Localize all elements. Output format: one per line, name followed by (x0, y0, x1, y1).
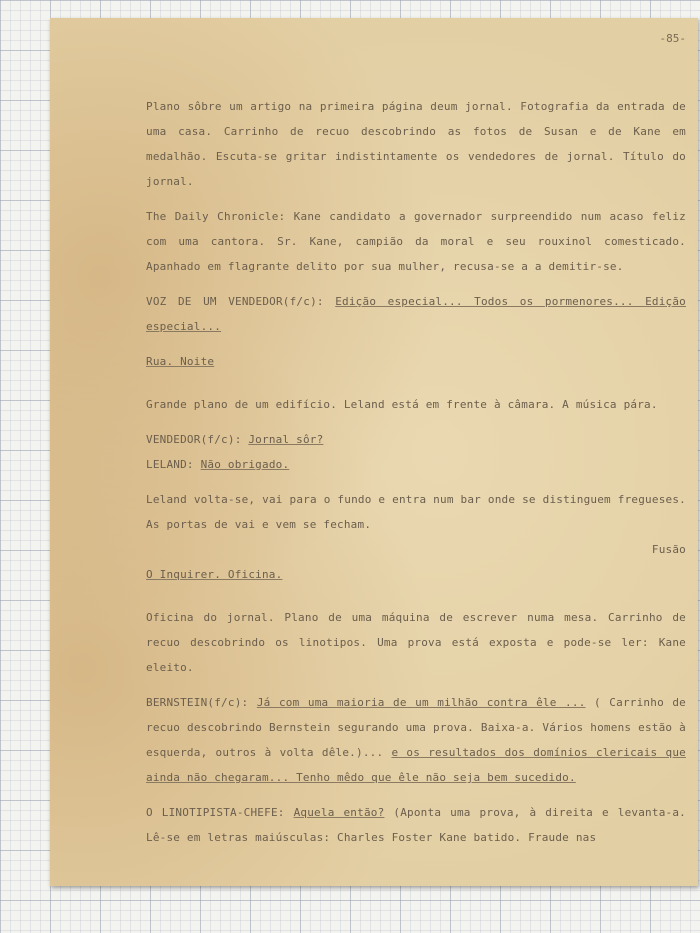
paragraph-linotypist (146, 800, 686, 850)
dialogue-text: Não obrigado. (200, 458, 290, 471)
transition-label: Fusão (651, 543, 686, 556)
script-body (146, 94, 686, 860)
page-number: -85- (659, 32, 686, 45)
paragraph-building: Grande plano de um edifício. Leland está em frente à câmara. A música pára. (146, 398, 658, 411)
paragraph-vendor-voice (146, 289, 686, 339)
speaker-label: LELAND: (146, 458, 194, 471)
paragraph-leland (146, 452, 686, 477)
dialogue-text: e os resultados dos domínios clericais que ainda não chegaram... Tenho mêdo que êle não seja bem sucedido. (146, 746, 686, 784)
dialogue-text: Jornal sôr? (248, 433, 324, 446)
scene-heading-text: O Inquirer. Oficina. (146, 568, 283, 581)
paragraph-leland-action: Leland volta-se, vai para o fundo e entra num bar onde se distinguem fregueses. As portas de vai e vem se fecham. (146, 493, 686, 531)
action-text: (Aponta uma prova, à direita e levanta-a. Lê-se em letras maiúsculas: Charles Foster Kane batido. Fraude nas (146, 806, 686, 844)
paragraph-scene-newspaper: Plano sôbre um artigo na primeira página deum jornal. Fotografia da entrada de uma casa. Carrinho de recuo descobrindo as fotos de Susan e de Kane em medalhão. Escuta-se gritar indistintamente os vendedores de jornal. Título do jornal. (146, 100, 686, 188)
paragraph-vendor (146, 427, 686, 452)
paragraph-bernstein (146, 690, 686, 790)
scene-heading-text: Rua. Noite (146, 355, 215, 368)
paragraph-workshop: Oficina do jornal. Plano de uma máquina de escrever numa mesa. Carrinho de recuo descobrindo os linotipos. Uma prova está exposta e pode-se ler: Kane eleito. (146, 611, 686, 674)
scene-heading-street (146, 349, 686, 374)
paragraph-headline: The Daily Chronicle: Kane candidato a governador surpreendido num acaso feliz com uma cantora. Sr. Kane, campião da moral e seu rouxinol comesticado. Apanhado em flagrante delito por sua mulher, recusa-se a a demitir-se. (146, 210, 686, 273)
speaker-label: VOZ DE UM VENDEDOR(f/c): (146, 295, 324, 308)
scene-heading-inquirer (146, 562, 686, 587)
speaker-label: O LINOTIPISTA-CHEFE: (146, 806, 285, 819)
action-text: ( Carrinho de recuo descobrindo Bernstein segurando uma prova. Baixa-a. Vários homens estão à esquerda, outros à volta dêle.)... (146, 696, 687, 759)
dialogue-text: Aquela então? (293, 806, 385, 819)
dialogue-text: Já com uma maioria de um milhão contra êle ... (256, 696, 586, 709)
dialogue-text: Edição especial... Todos os pormenores... Edição especial... (146, 295, 687, 333)
document-page (50, 18, 698, 886)
speaker-label: BERNSTEIN(f/c): (146, 696, 249, 709)
speaker-label: VENDEDOR(f/c): (146, 433, 242, 446)
